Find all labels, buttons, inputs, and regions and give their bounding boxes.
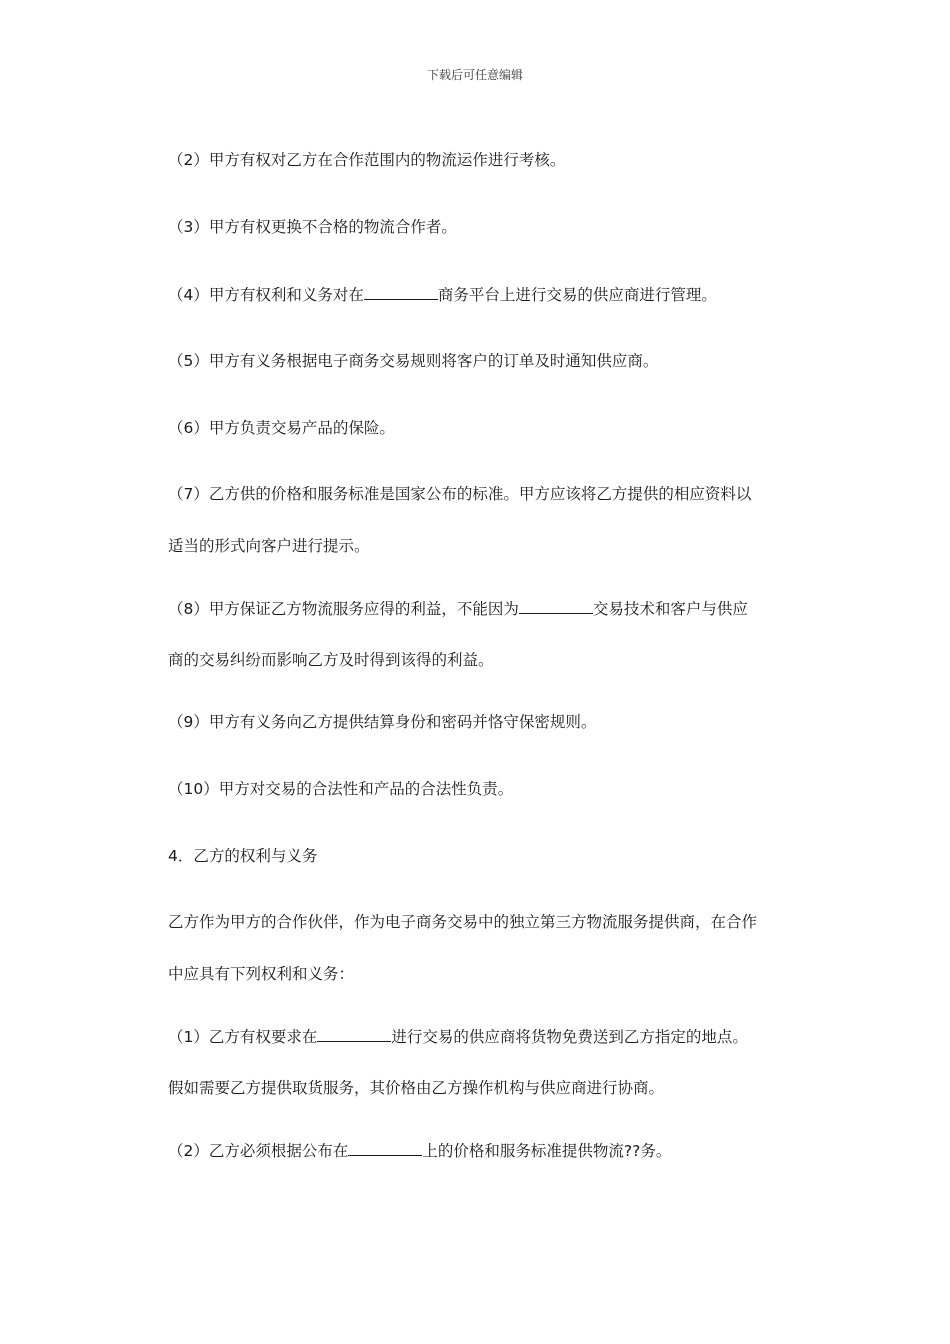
- fill-blank: [364, 284, 438, 300]
- paragraph-line: 乙方作为甲方的合作伙伴，作为电子商务交易中的独立第三方物流服务提供商，在合作: [168, 913, 758, 931]
- section-heading: 4．乙方的权利与义务: [168, 847, 318, 865]
- clause-line: （6）甲方负责交易产品的保险。: [168, 419, 395, 437]
- clause-line-continued: 商的交易纠纷而影响乙方及时得到该得的利益。: [168, 651, 494, 669]
- clause-line-continued: 假如需要乙方提供取货服务，其价格由乙方操作机构与供应商进行协商。: [168, 1079, 665, 1097]
- fill-blank: [519, 598, 593, 614]
- fill-blank: [348, 1140, 422, 1156]
- clause-line: （8）甲方保证乙方物流服务应得的利益，不能因为 交易技术和客户与供应: [168, 600, 748, 618]
- clause-line: （2）乙方必须根据公布在 上的价格和服务标准提供物流??务。: [168, 1142, 672, 1160]
- clause-line: （5）甲方有义务根据电子商务交易规则将客户的订单及时通知供应商。: [168, 352, 659, 370]
- fill-blank: [317, 1026, 391, 1042]
- clause-line: （3）甲方有权更换不合格的物流合作者。: [168, 218, 457, 236]
- clause-line: （1）乙方有权要求在 进行交易的供应商将货物免费送到乙方指定的地点。: [168, 1028, 748, 1046]
- clause-line: （4）甲方有权利和义务对在 商务平台上进行交易的供应商进行管理。: [168, 286, 717, 304]
- page-header: 下载后可任意编辑: [426, 68, 523, 82]
- paragraph-line-continued: 中应具有下列权利和义务：: [168, 965, 355, 983]
- clause-line-continued: 适当的形式向客户进行提示。: [168, 537, 370, 555]
- clause-line: （2）甲方有权对乙方在合作范围内的物流运作进行考核。: [168, 151, 566, 169]
- clause-line: （7）乙方供的价格和服务标准是国家公布的标准。甲方应该将乙方提供的相应资料以: [168, 485, 752, 503]
- clause-line: （10）甲方对交易的合法性和产品的合法性负责。: [168, 780, 514, 798]
- clause-line: （9）甲方有义务向乙方提供结算身份和密码并恪守保密规则。: [168, 713, 597, 731]
